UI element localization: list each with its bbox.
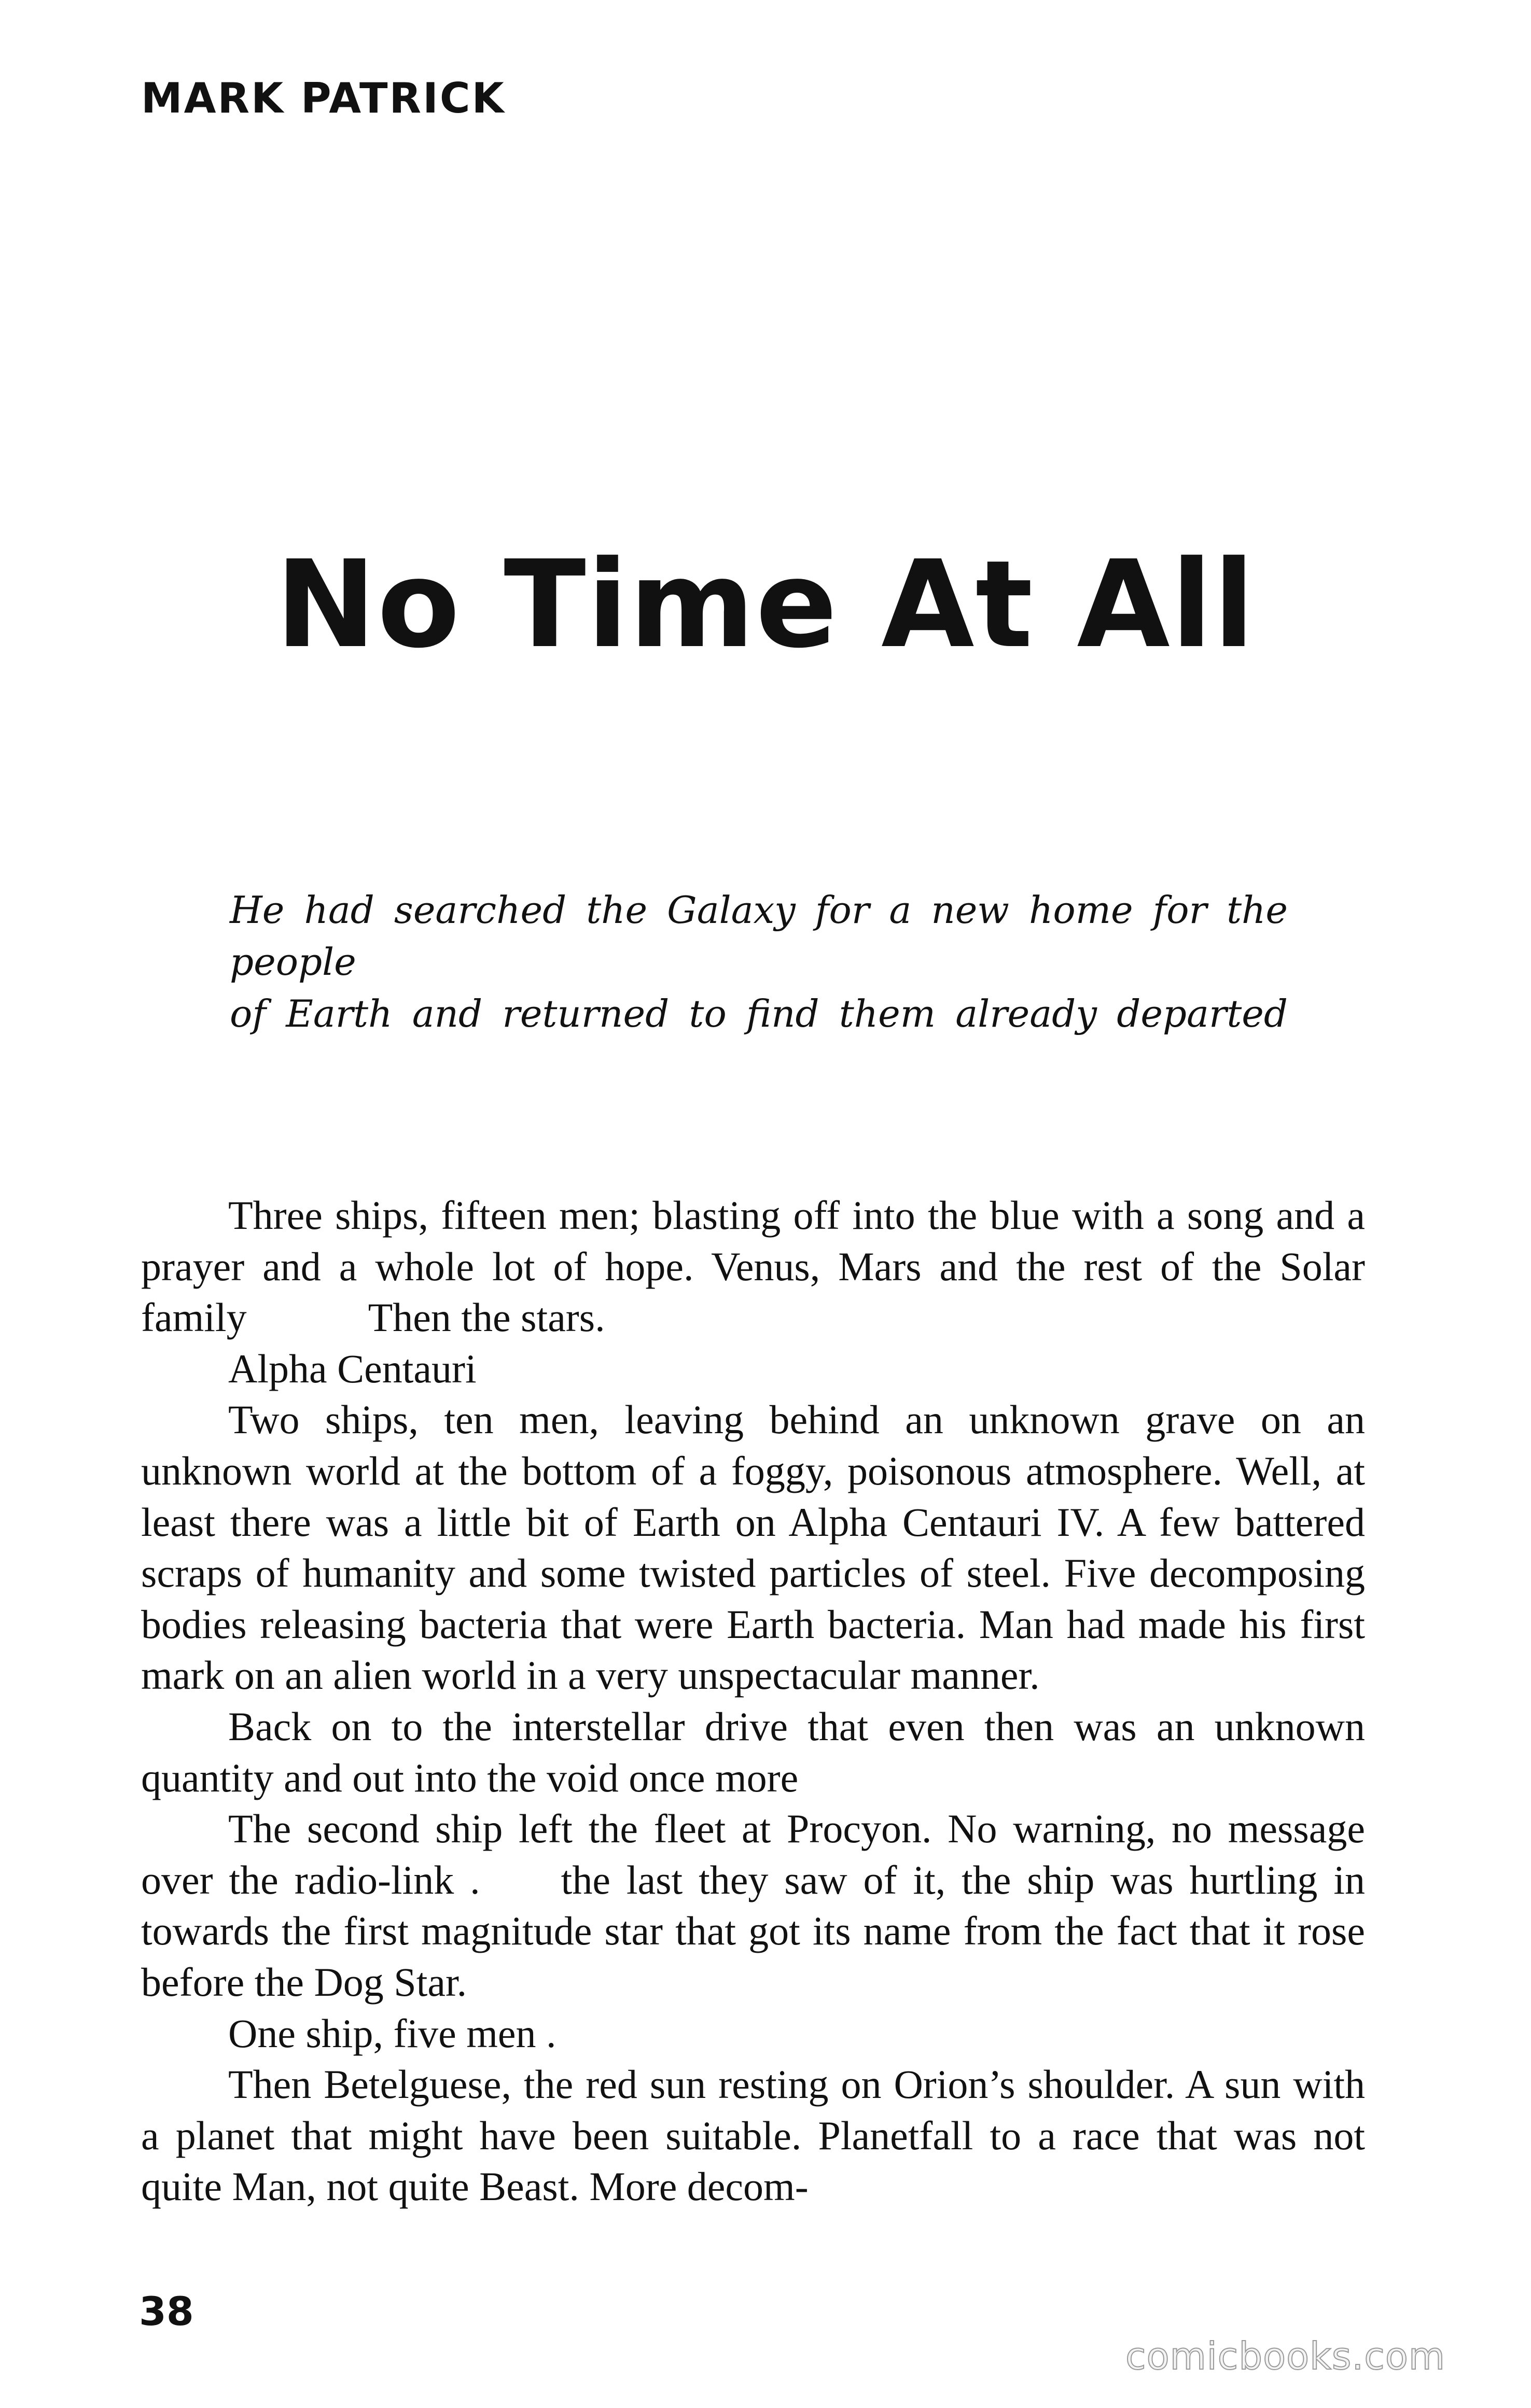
story-title: No Time At All — [275, 535, 1256, 675]
author-name: MARK PATRICK — [141, 74, 506, 122]
paragraph: Three ships, fifteen men; blasting off into the blue with a song and a prayer and a whole lot of hope. Venus, Mars and the rest of the Solar family Then the stars. — [141, 1193, 1365, 1340]
paragraph: One ship, five men . — [228, 2010, 556, 2056]
blurb-line: He had searched the Galaxy for a new home for the people — [230, 888, 1288, 984]
paragraph: Back on to the interstellar drive that even then was an unknown quantity and out into the void once more — [141, 1703, 1365, 1800]
paragraph: The second ship left the fleet at Procyon. No warning, no message over the radio-link . the last they saw of it, the ship was hurtling in towards the first magnitude star that got its name from the fact that it rose before the Dog Star. — [141, 1806, 1365, 2005]
story-body — [141, 1190, 1365, 2213]
paragraph: Alpha Centauri — [228, 1346, 477, 1391]
page-number: 38 — [139, 2288, 194, 2334]
paragraph: Two ships, ten men, leaving behind an unknown grave on an unknown world at the bottom of a foggy, poisonous atmosphere. Well, at least there was a little bit of Earth on Alpha Centauri IV. A few battered scraps of humanity and some twisted particles of steel. Five decomposing bodies releasing bacteria that were Earth bacteria. Man had made his first mark on an alien world in a very unspectacular manner. — [141, 1397, 1365, 1698]
blurb-line: of Earth and returned to find them already departed — [230, 992, 1288, 1035]
story-blurb — [230, 884, 1288, 1040]
watermark: comicbooks.com — [1125, 2334, 1446, 2378]
paragraph: Then Betelguese, the red sun resting on Orion’s shoulder. A sun with a planet that might have been suitable. Planetfall to a race that was not quite Man, not quite Beast. More decom- — [141, 2062, 1365, 2209]
